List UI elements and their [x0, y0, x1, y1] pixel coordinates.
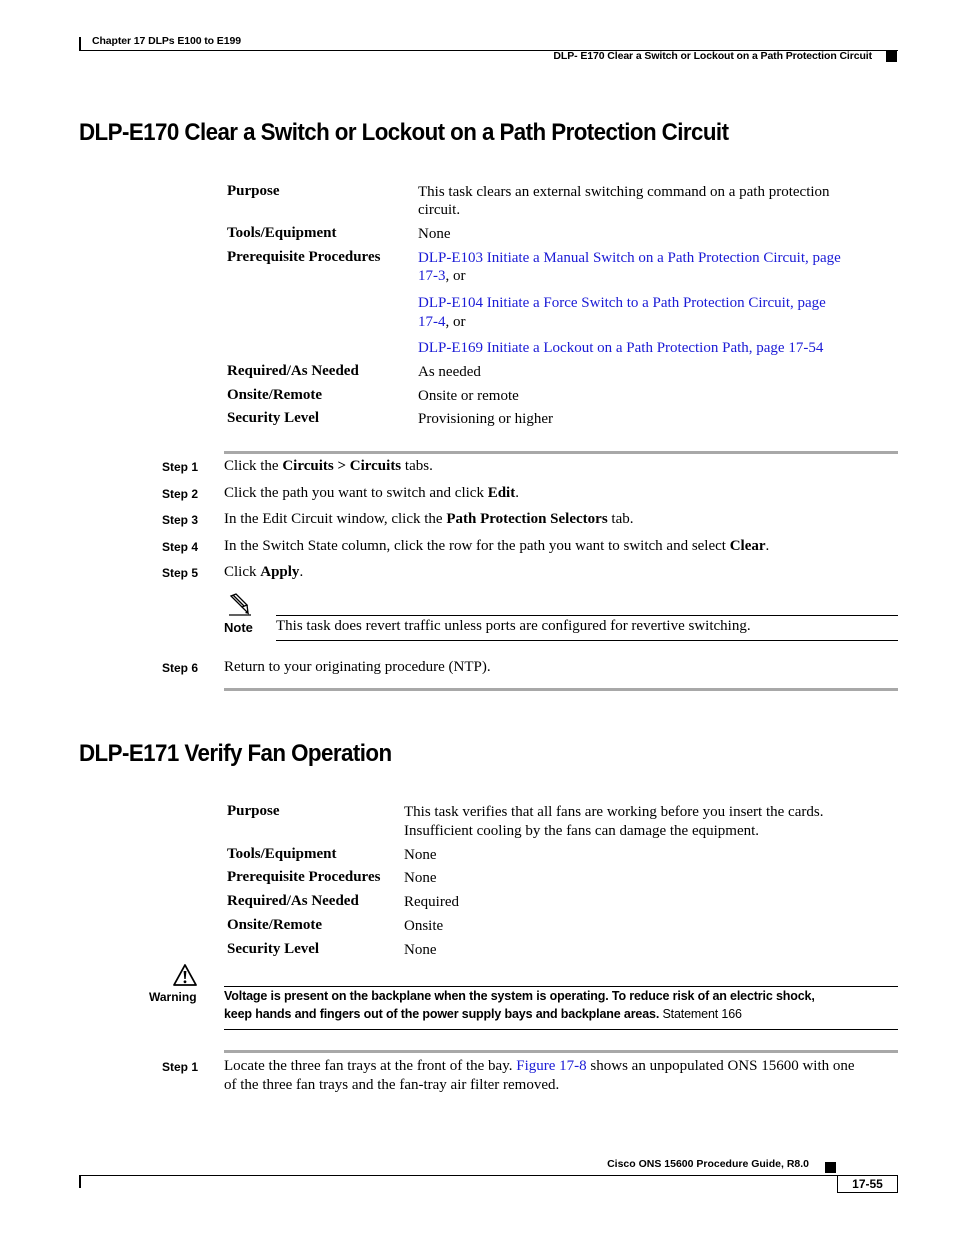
- onsite-label: Onsite/Remote: [227, 917, 322, 933]
- note-label: Note: [224, 620, 253, 635]
- step-1-label: Step 1: [162, 460, 199, 474]
- header-chapter: Chapter 17 DLPs E100 to E199: [92, 35, 241, 47]
- tools-label: Tools/Equipment: [227, 846, 337, 862]
- note-top-rule: [276, 615, 898, 616]
- purpose-value-line1: This task clears an external switching command on a path protection: [418, 184, 830, 200]
- step-3-text-a: In the Edit Circuit window, click the: [224, 511, 447, 527]
- step-1-text-a: Click the: [224, 458, 283, 474]
- purpose-value-line2: Insufficient cooling by the fans can damage the equipment.: [404, 823, 760, 839]
- prerequisite-link-e104[interactable]: DLP-E104 Initiate a Force Switch to a Path Protection Circuit, page: [418, 295, 826, 311]
- warning-bottom-rule: [224, 1029, 898, 1030]
- security-value: None: [404, 942, 437, 958]
- header-black-block: [886, 51, 897, 62]
- page-link-17-3[interactable]: 17-3: [418, 268, 446, 284]
- step-1-text-line1: [224, 1058, 855, 1075]
- security-label: Security Level: [227, 941, 320, 957]
- step-5-text-a: Click: [224, 564, 261, 580]
- step-2-edit: Edit: [487, 485, 516, 501]
- footer-black-block: [825, 1162, 836, 1173]
- step-1-text-line2: of the three fan trays and the fan-tray air filter removed.: [224, 1077, 560, 1093]
- footer-left-bar: [79, 1175, 81, 1188]
- step-3-text: [224, 511, 633, 528]
- tools-label: Tools/Equipment: [227, 225, 337, 241]
- step-4-label: Step 4: [162, 540, 199, 554]
- header-left-bar: [79, 37, 81, 51]
- required-label: Required/As Needed: [227, 893, 359, 909]
- step-2-text-a: Click the path you want to switch and click: [224, 485, 488, 501]
- onsite-label: Onsite/Remote: [227, 387, 322, 403]
- warning-top-rule: [224, 986, 898, 987]
- step-section-top-rule: [224, 1050, 898, 1053]
- required-value: Required: [404, 894, 459, 910]
- warning-text-line1: Voltage is present on the backplane when the system is operating. To reduce risk of an electric shock,: [224, 989, 815, 1003]
- onsite-value: Onsite or remote: [418, 388, 519, 404]
- step-1-text-c: tabs.: [401, 458, 433, 474]
- note-text: This task does revert traffic unless ports are configured for revertive switching.: [276, 618, 751, 634]
- tools-value: None: [418, 226, 451, 242]
- step-1-text-a: Locate the three fan trays at the front of the bay.: [224, 1058, 517, 1074]
- tools-value: None: [404, 847, 437, 863]
- prerequisite-value: None: [404, 870, 437, 886]
- purpose-label: Purpose: [227, 183, 280, 199]
- note-pencil-icon: [227, 593, 253, 617]
- page-link-17-4[interactable]: 17-4: [418, 314, 446, 330]
- page-number: 17-55: [852, 1177, 883, 1191]
- purpose-value-line1: This task verifies that all fans are working before you insert the cards.: [404, 804, 824, 820]
- step-1-text: [224, 458, 433, 475]
- prerequisite-label: Prerequisite Procedures: [227, 869, 381, 885]
- purpose-label: Purpose: [227, 803, 280, 819]
- warning-label: Warning: [149, 990, 197, 1004]
- warning-text-bold: keep hands and fingers out of the power supply bays and backplane areas.: [224, 1007, 660, 1021]
- step-2-text-c: .: [515, 485, 519, 501]
- note-bottom-rule: [276, 640, 898, 641]
- prerequisite-e103-line2: [418, 267, 466, 286]
- step-2-label: Step 2: [162, 487, 199, 501]
- warning-statement: Statement 166: [659, 1007, 742, 1021]
- steps-top-rule: [224, 451, 898, 454]
- step-6-text: Return to your originating procedure (NTP).: [224, 659, 491, 675]
- security-label: Security Level: [227, 410, 320, 426]
- step-3-text-c: tab.: [607, 511, 634, 527]
- step-3-tab-name: Path Protection Selectors: [446, 511, 608, 527]
- or-text: , or: [445, 314, 466, 330]
- step-5-text: [224, 564, 303, 581]
- step-4-text-c: .: [765, 538, 770, 554]
- onsite-value: Onsite: [404, 918, 444, 934]
- step-5-label: Step 5: [162, 566, 199, 580]
- step-3-label: Step 3: [162, 513, 199, 527]
- step-6-label: Step 6: [162, 661, 199, 675]
- step-1-menu-path: Circuits > Circuits: [282, 458, 402, 474]
- footer-rule: [79, 1175, 898, 1176]
- prerequisite-label: Prerequisite Procedures: [227, 249, 381, 265]
- prerequisite-link-e103[interactable]: DLP-E103 Initiate a Manual Switch on a Path Protection Circuit, page: [418, 250, 841, 266]
- warning-triangle-icon: [173, 964, 197, 986]
- warning-text-line2: [224, 1007, 742, 1021]
- step-5-text-c: .: [299, 564, 304, 580]
- step-4-text-a: In the Switch State column, click the row for the path you want to switch and select: [224, 538, 730, 554]
- step-1-label: Step 1: [162, 1060, 199, 1074]
- step-4-text: [224, 538, 769, 555]
- step-4-clear: Clear: [729, 538, 766, 554]
- page-number-box: [837, 1175, 898, 1193]
- step-1-text-b: shows an unpopulated ONS 15600 with one: [586, 1058, 855, 1074]
- security-value: Provisioning or higher: [418, 411, 553, 427]
- required-value: As needed: [418, 364, 481, 380]
- step-2-text: [224, 485, 519, 502]
- required-label: Required/As Needed: [227, 363, 359, 379]
- step-5-apply: Apply: [260, 564, 300, 580]
- purpose-value-line2: circuit.: [418, 202, 461, 218]
- footer-guide-title: Cisco ONS 15600 Procedure Guide, R8.0: [607, 1158, 809, 1170]
- section-title-dlp-e170: DLP-E170 Clear a Switch or Lockout on a Path Protection Circuit: [79, 119, 729, 146]
- steps-bottom-rule: [224, 688, 898, 691]
- prerequisite-e104-line2: [418, 313, 466, 332]
- prerequisite-link-e169[interactable]: DLP-E169 Initiate a Lockout on a Path Protection Path, page 17-54: [418, 340, 824, 356]
- or-text: , or: [445, 268, 466, 284]
- figure-17-8-link[interactable]: Figure 17-8: [516, 1058, 587, 1074]
- header-section: DLP- E170 Clear a Switch or Lockout on a Path Protection Circuit: [553, 50, 872, 62]
- section-title-dlp-e171: DLP-E171 Verify Fan Operation: [79, 740, 392, 767]
